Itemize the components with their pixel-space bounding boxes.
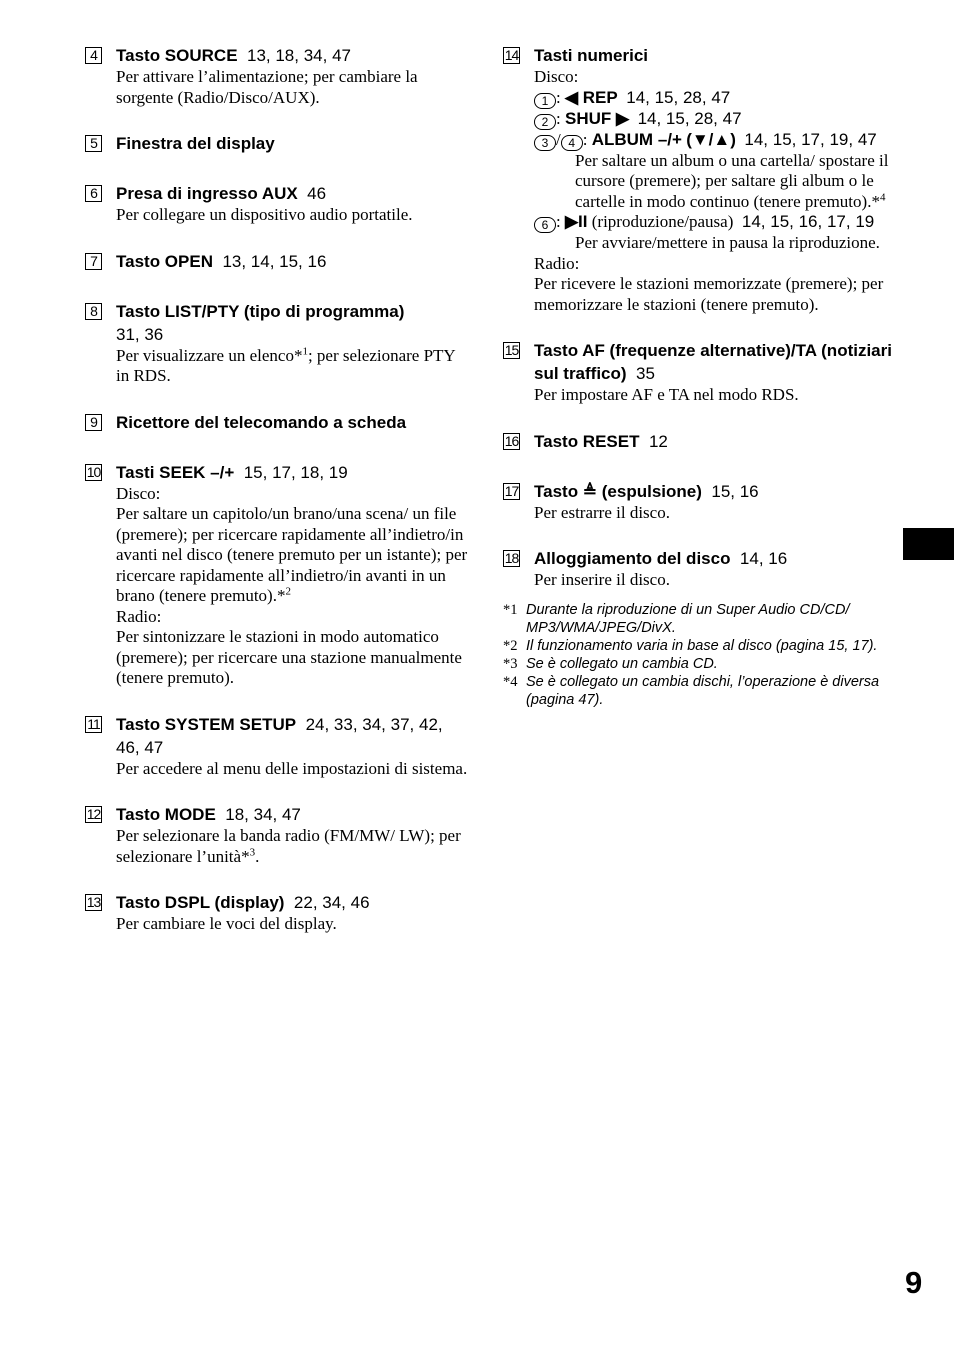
footnotes <box>503 601 893 709</box>
right-column <box>503 44 893 709</box>
disco-label: Disco: <box>534 67 579 86</box>
item-description: Per attivare l’alimentazione; per cambiare la sorgente (Radio/Disco/AUX). <box>116 67 418 107</box>
radio-label: Radio: <box>116 606 162 626</box>
item-number: 16 <box>504 432 519 449</box>
disco-label: Disco: <box>116 483 161 503</box>
item-description: Per estrarre il disco. <box>534 502 670 522</box>
item-label: Tasto SOURCE <box>116 46 238 65</box>
item-number: 6 <box>85 185 102 202</box>
page-refs: 18, 34, 47 <box>225 805 301 824</box>
radio-label: Radio: <box>534 253 580 273</box>
item-number: 12 <box>86 806 101 822</box>
item-number: 10 <box>86 463 101 480</box>
entry-display-window <box>85 132 470 155</box>
item-label: Tasto RESET <box>534 431 640 451</box>
key-3-4-row: 3 / 4 : ALBUM –/+ (▼/▲) 14, 15, 17, 19, 47 <box>534 130 893 151</box>
key-1-row: 1 : ◀ REP 14, 15, 28, 47 <box>534 88 893 109</box>
item-label: Tasto ≜ (espulsione) <box>534 481 702 501</box>
key-3-4-description: Per saltare un album o una cartella/ spostare il cursore (premere); per saltare gli album o le cartelle in modo continuo (tenere premuto).*$^4$ <box>575 150 889 211</box>
key-2-icon: 2 <box>534 114 556 130</box>
footnote: *2 Il funzionamento varia in base al disco (pagina 15, 17). <box>503 637 878 654</box>
entry-source <box>85 44 470 108</box>
item-label: Presa di ingresso AUX <box>116 184 298 203</box>
item-label: Tasto DSPL (display) <box>116 893 285 912</box>
item-number: 9 <box>85 414 102 431</box>
entry-number-buttons <box>503 44 893 315</box>
item-number: 17 <box>504 482 519 499</box>
item-number: 15 <box>504 342 519 358</box>
section-tab-marker <box>903 528 954 560</box>
item-description: Per impostare AF e TA nel modo RDS. <box>534 385 799 404</box>
entry-open <box>85 250 470 273</box>
item-number: 18 <box>504 550 519 566</box>
item-number: 11 <box>85 716 102 733</box>
page-refs: 13, 14, 15, 16 <box>222 251 327 271</box>
item-label: Tasti numerici <box>534 46 648 65</box>
page-refs: 24, 33, 34, 37, 42, 46, 47 <box>116 714 443 757</box>
page-refs: 12 <box>648 431 668 451</box>
entry-disc-slot <box>503 547 893 591</box>
page-refs: 35 <box>636 364 655 383</box>
item-description: Per accedere al menu delle impostazioni di sistema. <box>116 758 468 778</box>
item-label: Tasti SEEK –/+ <box>116 462 235 482</box>
page-refs: 15, 16 <box>711 481 759 501</box>
key-3-icon: 3 <box>534 135 556 151</box>
item-number: 7 <box>85 253 102 270</box>
item-number: 13 <box>86 894 101 910</box>
radio-description: Per ricevere le stazioni memorizzate (premere); per memorizzare le stazioni (tenere premuto). <box>534 274 884 314</box>
entry-reset <box>503 430 893 453</box>
radio-description: Per sintonizzare le stazioni in modo automatico (premere); per ricercare una stazione manualmente (tenere premuto). <box>116 627 462 687</box>
key-4-icon: 4 <box>561 135 583 151</box>
entry-system-setup <box>85 713 470 780</box>
item-number: 8 <box>85 303 102 320</box>
item-label: Tasto MODE <box>116 805 216 824</box>
entry-af-ta <box>503 339 893 406</box>
footnote: *1 Durante la riproduzione di un Super Audio CD/CD/ MP3/WMA/JPEG/DivX. <box>503 601 850 636</box>
item-description: Per cambiare le voci del display. <box>116 914 337 933</box>
key-6-row: 6 : ▶II (riproduzione/pausa) 14, 15, 16, 17, 19 <box>534 212 893 233</box>
item-description: Per visualizzare un elenco*$^1$; per selezionare PTY in RDS. <box>116 344 456 385</box>
key-6-icon: 6 <box>534 217 556 233</box>
footnote: *3 Se è collegato un cambia CD. <box>503 655 718 672</box>
page-refs: 14, 16 <box>739 549 788 568</box>
item-label: Alloggiamento del disco <box>534 549 731 568</box>
item-number: 14 <box>504 47 519 63</box>
item-label: Tasto LIST/PTY (tipo di programma) <box>116 301 405 321</box>
item-description: Per selezionare la banda radio (FM/MW/ LW); per selezionare l’unità*$^3$. <box>116 826 461 866</box>
entry-eject <box>503 480 893 524</box>
disco-description: Per saltare un capitolo/un brano/una scena/ un file (premere); per ricercare rapidamente all’indietro/in avanti nel disco (tenere premuto per un istante); per ricercare rapidamente all’indietro/in avanti in un brano (tenere premuto).*$^2$ <box>116 504 468 605</box>
page-refs: 22, 34, 46 <box>293 893 370 912</box>
item-label: Tasto OPEN <box>116 251 213 271</box>
item-label: Tasto AF (frequenze alternative)/TA (notiziari sul traffico) <box>534 341 892 383</box>
page-refs: 46 <box>307 184 327 203</box>
play-pause-icon: ▶II <box>564 212 588 231</box>
item-label: Tasto SYSTEM SETUP <box>116 714 297 734</box>
entry-dspl <box>85 891 470 935</box>
left-column <box>85 44 470 935</box>
item-description: Per inserire il disco. <box>534 570 670 589</box>
key-1-icon: 1 <box>534 93 556 109</box>
item-label: Ricettore del telecomando a scheda <box>116 412 407 432</box>
key-2-row: 2 : SHUF ▶ 14, 15, 28, 47 <box>534 109 893 130</box>
page-refs: 31, 36 <box>116 324 164 344</box>
page-refs: 13, 18, 34, 47 <box>247 46 351 65</box>
item-number: 5 <box>85 135 102 152</box>
item-description: Per collegare un dispositivo audio portatile. <box>116 205 413 224</box>
entry-list-pty <box>85 300 470 387</box>
item-label: Finestra del display <box>116 134 275 153</box>
entry-seek <box>85 461 470 689</box>
page-refs: 15, 17, 18, 19 <box>243 462 348 482</box>
footnote: *4 Se è collegato un cambia dischi, l’operazione è diversa (pagina 47). <box>503 673 880 708</box>
entry-aux <box>85 182 470 226</box>
page-number: 9 <box>905 1265 923 1300</box>
item-number: 4 <box>85 47 102 64</box>
entry-remote-receiver <box>85 411 470 434</box>
key-6-description: Per avviare/mettere in pausa la riproduzione. <box>575 233 880 252</box>
entry-mode <box>85 803 470 867</box>
